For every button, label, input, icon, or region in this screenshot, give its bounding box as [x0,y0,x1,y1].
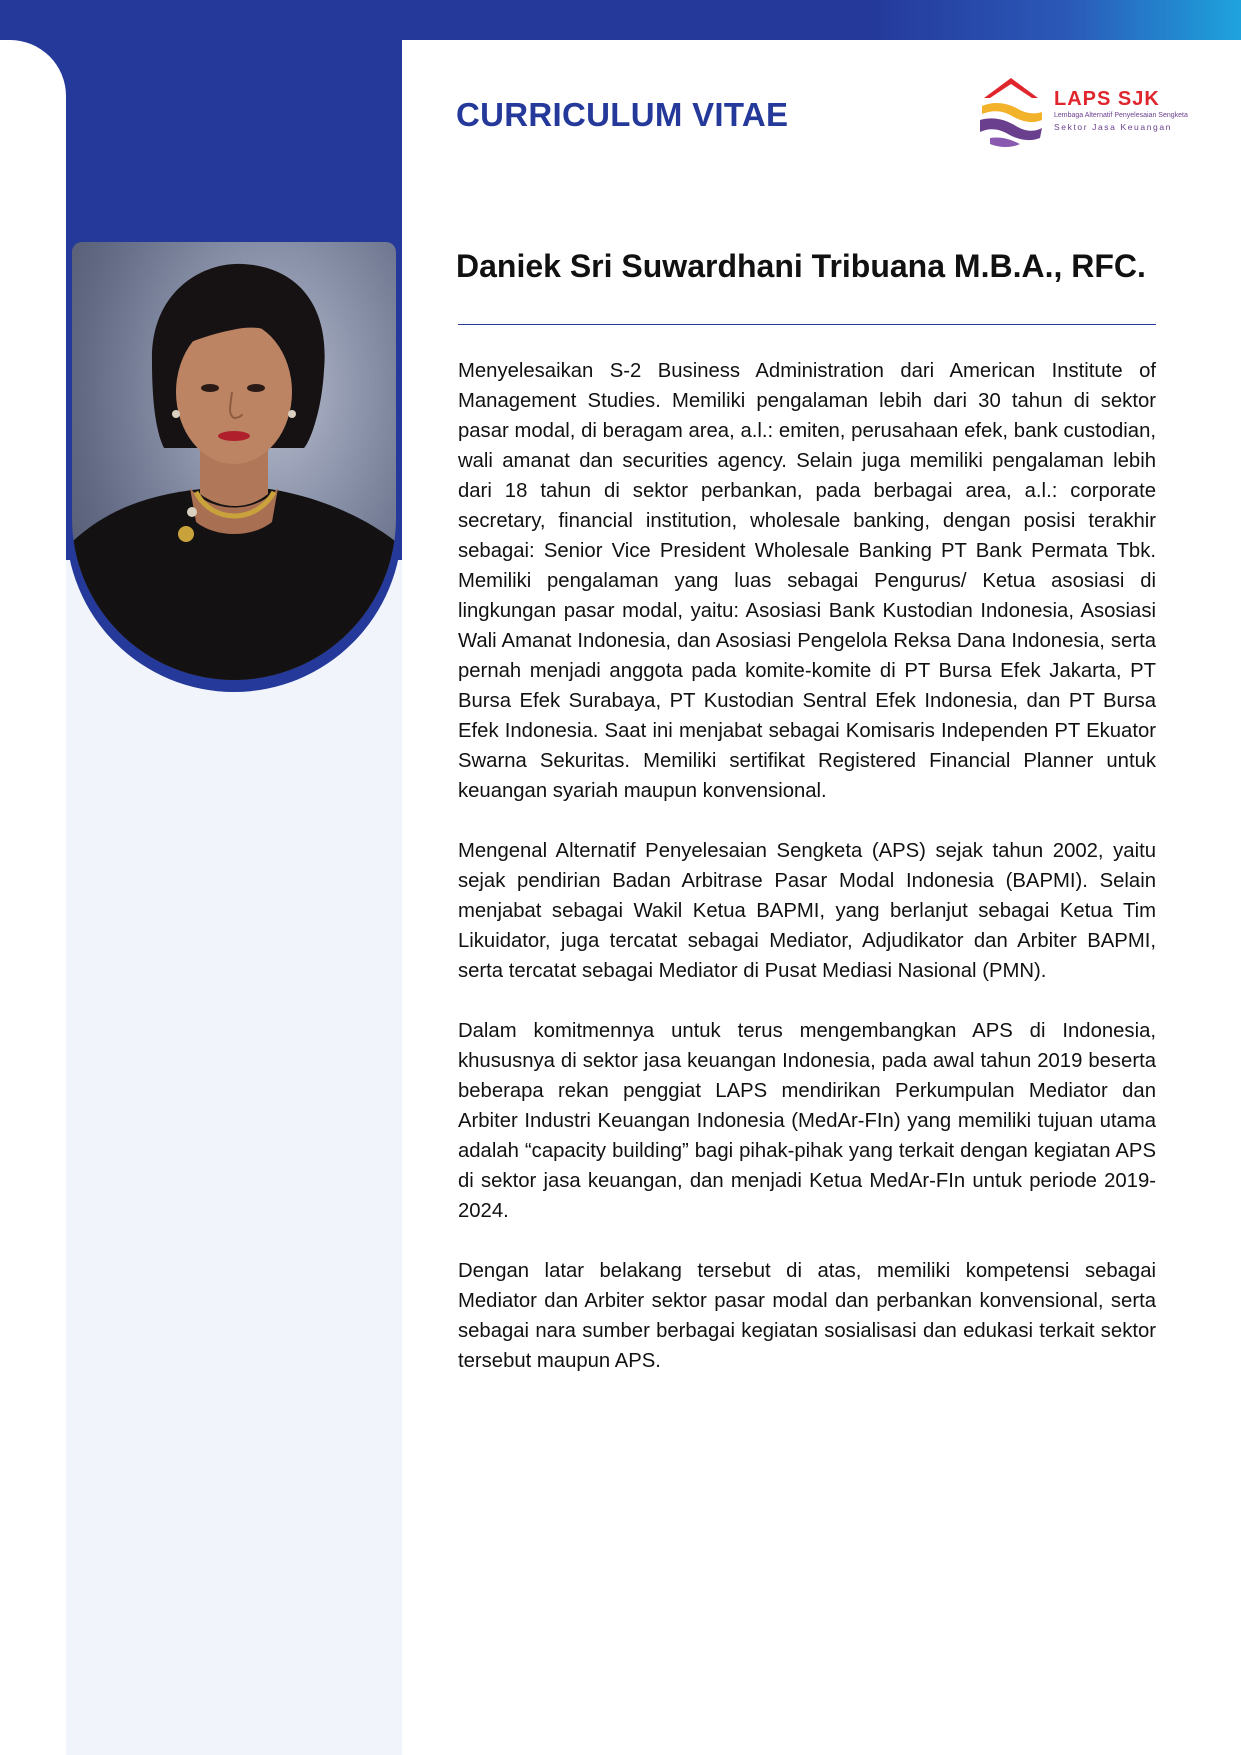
logo-wordmark: LAPS SJK [1054,88,1160,110]
bio-paragraph-medar: Dalam komitmennya untuk terus mengembangkan APS di Indonesia, khususnya di sektor jasa keuangan Indonesia, pada awal tahun 2019 beserta beberapa rekan penggiat LAPS mendirikan Perkumpulan Mediator dan Arbiter Industri Keuangan Indonesia (MedAr-FIn) yang memiliki tujuan utama adalah “capacity building” bagi pihak-pihak yang terkait dengan kegiatan APS di sektor jasa keuangan, dan menjadi Ketua MedAr-FIn untuk periode 2019-2024. [458,1020,1156,1222]
page-title: CURRICULUM VITAE [456,96,789,133]
left-margin [0,40,66,1755]
laps-sjk-logo [976,70,1188,150]
laps-logo-mark-icon [976,70,1046,150]
bio-paragraph-education: Menyelesaikan S-2 Business Administration dari American Institute of Management Studies. Memiliki pengalaman lebih dari 30 tahun di sektor pasar modal, di beragam area, a.l.: emiten, perusahaan efek, bank custodian, wali amanat dan securities agency. Selain juga memiliki pengalaman lebih dari 18 tahun di sektor perbankan, pada berbagai area, a.l.: corporate secretary, financial institution, wholesale banking, dengan posisi terakhir sebagai: Senior Vice President Wholesale Banking PT Bank Permata Tbk. Memiliki pengalaman yang luas sebagai Pengurus/ Ketua asosiasi di lingkungan pasar modal, yaitu: Asosiasi Bank Kustodian Indonesia, Asosiasi Wali Amanat Indonesia, dan Asosiasi Pengelola Reksa Dana Indonesia, serta pernah menjadi anggota pada komite-komite di PT Bursa Efek Jakarta, PT Bursa Efek Surabaya, PT Kustodian Sentral Efek Indonesia, dan PT Bursa Efek Indonesia. Saat ini menjabat sebagai Komisaris Independen PT Ekuator Swarna Sekuritas. Memiliki sertifikat Registered Financial Planner untuk keuangan syariah maupun konvensional. [458,360,1156,802]
logo-tagline-line1: Lembaga Alternatif Penyelesaian Sengketa [1054,112,1188,119]
logo-tagline-line2: Sektor Jasa Keuangan [1054,122,1173,132]
person-name: Daniek Sri Suwardhani Tribuana M.B.A., RFC. [456,248,1146,284]
name-divider [458,324,1156,325]
photo-frame [66,238,402,692]
portrait-illustration [72,242,396,680]
portrait-photo [72,242,396,680]
bio-paragraph-aps: Mengenal Alternatif Penyelesaian Sengketa (APS) sejak tahun 2002, yaitu sejak pendirian Badan Arbitrase Pasar Modal Indonesia (BAPMI). Selain menjabat sebagai Wakil Ketua BAPMI, yang berlanjut sebagai Ketua Tim Likuidator, juga tercatat sebagai Mediator, Adjudikator dan Arbiter BAPMI, serta tercatat sebagai Mediator di Pusat Mediasi Nasional (PMN). [458,840,1156,982]
bio-text [458,356,1156,1406]
bio-paragraph-competence: Dengan latar belakang tersebut di atas, memiliki kompetensi sebagai Mediator dan Arbiter sektor pasar modal dan perbankan konvensional, serta sebagai nara sumber berbagai kegiatan sosialisasi dan edukasi terkait sektor tersebut maupun APS. [458,1260,1156,1372]
